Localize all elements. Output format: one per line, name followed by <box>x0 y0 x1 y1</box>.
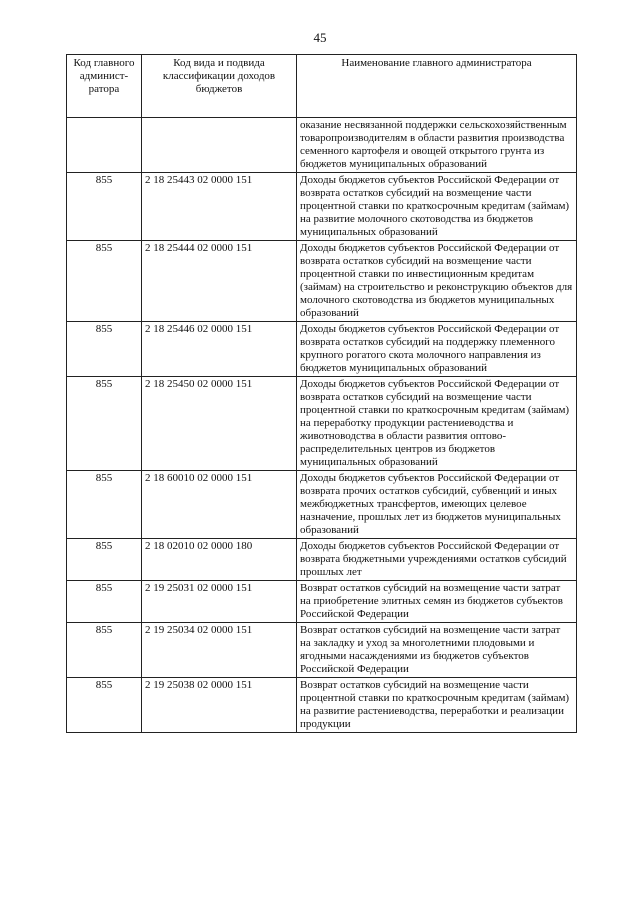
table-row <box>67 118 577 173</box>
income-code-cell: 2 18 25446 02 0000 151 <box>142 322 297 377</box>
revenue-administrators-table <box>66 54 577 733</box>
admin-code-cell: 855 <box>67 623 142 678</box>
table-row <box>67 241 577 322</box>
income-code-cell: 2 18 25443 02 0000 151 <box>142 173 297 241</box>
income-code-cell: 2 19 25038 02 0000 151 <box>142 678 297 733</box>
admin-name-cell: Доходы бюджетов субъектов Российской Федерации от возврата остатков субсидий на возмещение части процентной ставки по краткосрочным кредитам (займам) на развитие молочного скотоводства из бюджетов муниципальных образований <box>297 173 577 241</box>
admin-name-cell: Доходы бюджетов субъектов Российской Федерации от возврата остатков субсидий на возмещение части процентной ставки по краткосрочным кредитам (займам) на переработку продукции растениеводства и животноводства в области развития оптово-распределительных центров из бюджетов муниципальных образований <box>297 377 577 471</box>
admin-name-cell: Доходы бюджетов субъектов Российской Федерации от возврата остатков субсидий на возмещение части процентной ставки по инвестиционным кредитам (займам) на строительство и реконструкцию объектов для молочного скотоводства из бюджетов муниципальных образований <box>297 241 577 322</box>
admin-name-cell: Доходы бюджетов субъектов Российской Федерации от возврата остатков субсидий на поддержку племенного крупного рогатого скота молочного направления из бюджетов муниципальных образований <box>297 322 577 377</box>
income-code-cell: 2 18 25444 02 0000 151 <box>142 241 297 322</box>
page-number: 45 <box>313 30 327 45</box>
admin-code-cell <box>67 118 142 173</box>
header-admin-name: Наименование главного администратора <box>297 55 577 118</box>
admin-name-cell: Возврат остатков субсидий на возмещение части затрат на закладку и уход за многолетними плодовыми и ягодными насаждениями из бюджетов субъектов Российской Федерации <box>297 623 577 678</box>
header-admin-code: Код главного админист-ратора <box>67 55 142 118</box>
admin-code-cell: 855 <box>67 581 142 623</box>
admin-code-cell: 855 <box>67 471 142 539</box>
table-row <box>67 173 577 241</box>
table-row <box>67 623 577 678</box>
admin-name-cell: Возврат остатков субсидий на возмещение части затрат на приобретение элитных семян из бюджетов субъектов Российской Федерации <box>297 581 577 623</box>
table-row <box>67 539 577 581</box>
admin-code-cell: 855 <box>67 322 142 377</box>
income-code-cell: 2 18 25450 02 0000 151 <box>142 377 297 471</box>
table-row <box>67 322 577 377</box>
table-row <box>67 581 577 623</box>
admin-code-cell: 855 <box>67 377 142 471</box>
income-code-cell: 2 19 25031 02 0000 151 <box>142 581 297 623</box>
admin-code-cell: 855 <box>67 173 142 241</box>
admin-code-cell: 855 <box>67 678 142 733</box>
header-income-code: Код вида и подвида классификации доходов бюджетов <box>142 55 297 118</box>
admin-name-cell: оказание несвязанной поддержки сельскохозяйственным товаропроизводителям в области развития производства семенного картофеля и овощей открытого грунта из бюджетов муниципальных образований <box>297 118 577 173</box>
admin-name-cell: Возврат остатков субсидий на возмещение части процентной ставки по краткосрочным кредитам (займам) на развитие растениеводства, переработки и реализации продукции <box>297 678 577 733</box>
admin-name-cell: Доходы бюджетов субъектов Российской Федерации от возврата бюджетными учреждениями остатков субсидий прошлых лет <box>297 539 577 581</box>
admin-name-cell: Доходы бюджетов субъектов Российской Федерации от возврата прочих остатков субсидий, субвенций и иных межбюджетных трансфертов, имеющих целевое назначение, прошлых лет из бюджетов муниципальных образований <box>297 471 577 539</box>
admin-code-cell: 855 <box>67 241 142 322</box>
table-header-row <box>67 55 577 118</box>
table-row <box>67 377 577 471</box>
table-row <box>67 678 577 733</box>
income-code-cell <box>142 118 297 173</box>
table-row <box>67 471 577 539</box>
income-code-cell: 2 19 25034 02 0000 151 <box>142 623 297 678</box>
income-code-cell: 2 18 02010 02 0000 180 <box>142 539 297 581</box>
admin-code-cell: 855 <box>67 539 142 581</box>
income-code-cell: 2 18 60010 02 0000 151 <box>142 471 297 539</box>
